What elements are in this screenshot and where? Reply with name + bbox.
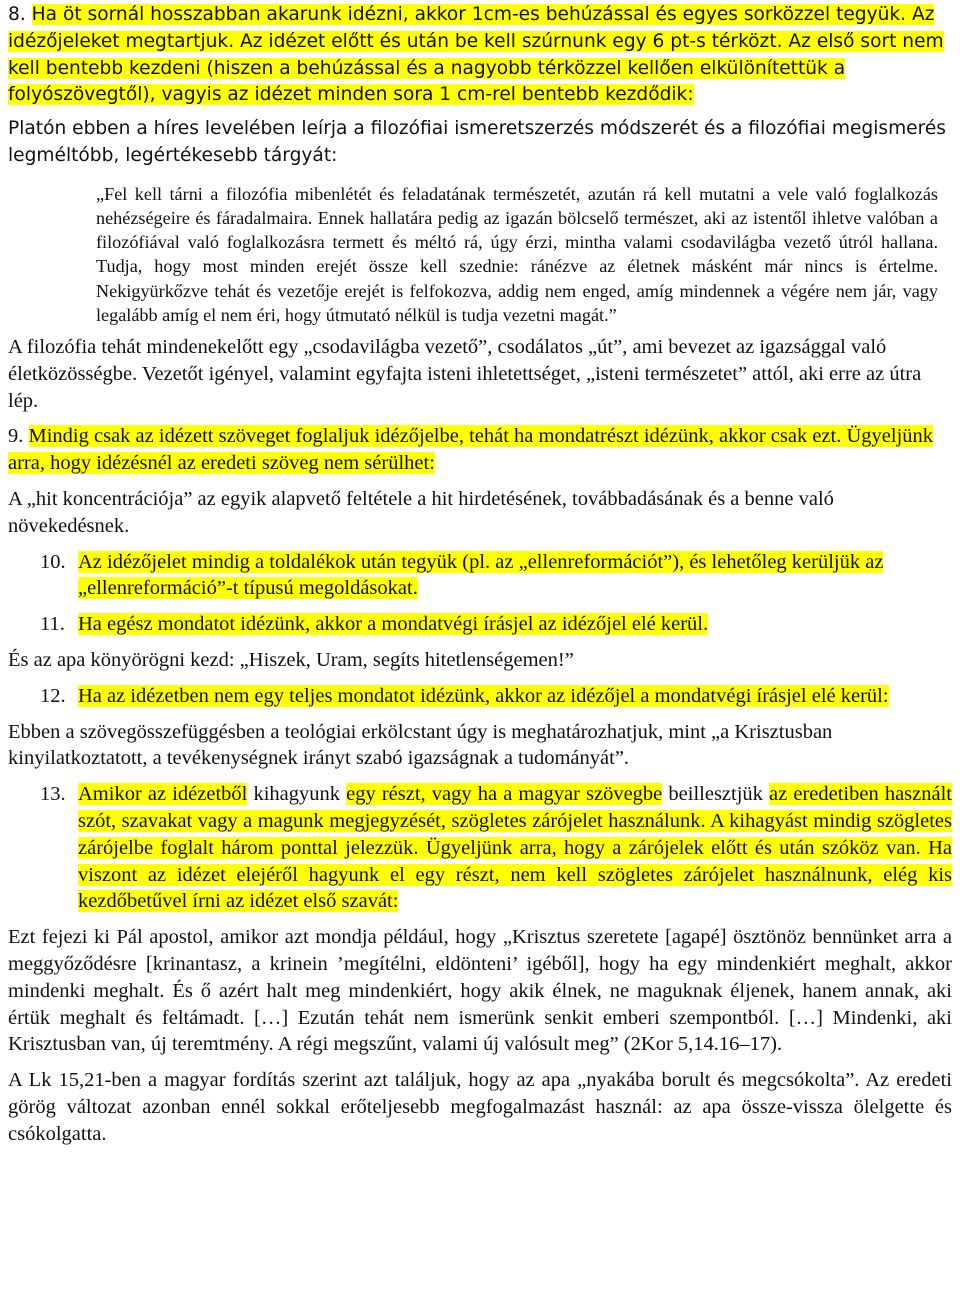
rule-8-number: 8. bbox=[8, 4, 26, 25]
rule-13-text-b: kihagyunk bbox=[247, 783, 347, 806]
example-8-intro: Platón ebben a híres levelében leírja a filozófiai ismeretszerzés módszerét és a filozófiai megismerés legméltóbb, legértékesebb tárgyát: bbox=[8, 118, 946, 166]
rule-9 bbox=[8, 423, 952, 477]
example-13b: A Lk 15,21-ben a magyar fordítás szerint azt találjuk, hogy az apa „nyakába borult és megcsókolta”. Az eredeti görög változat azonban ennél sokkal erőteljesebb megfogalmazást használ: az apa össze-vissza ölelgette és csókolgatta. bbox=[8, 1069, 952, 1145]
rule-13-text-e: az eredetiben használt szót, szavakat vagy a magunk megjegyzését, szögletes zárójelet használunk. A kihagyást mindig szögletes zárójelbe foglalt három ponttal jelezzük. Ügyeljünk arra, hogy a zárójelek előtt és után szóköz van. Ha viszont az idézet elejéről hagyunk el egy részt, nem kell szögletes zárójelet használnunk, elég kis kezdőbetűvel írni az idézet első szavát: bbox=[78, 783, 952, 913]
example-8-after: A filozófia tehát mindenekelőtt egy „csodavilágba vezető”, csodálatos „út”, ami bevezet az igazsággal való életközösségbe. Vezetőt igényel, valamint egyfajta isteni ihletettséget, „isteni természetet” attól, aki erre az útra lép. bbox=[8, 336, 922, 412]
rule-10-number: 10. bbox=[40, 550, 66, 573]
example-8-block-quote: „Fel kell tárni a filozófia mibenlétét és feladatának természetét, azután rá kell mutatni a vele való foglalkozás nehézségeire és fáradalmaira. Ennek hallatára pedig az igazán bölcselő természet, aki az istentől ihletve valóban a filozófiával való foglalkozásra termett és méltó rá, úgy érzi, mintha valami csodavilágba vezető útról hallana. Tudja, hogy most minden erejét össze kell szednie: ránézve az életnek másként már nincs is értelme. Nekigyürkőzve tehát és vezetője erejét is felfokozva, addig nem enged, amíg mindennek a végére nem jár, vagy legalább amíg el nem éri, hogy útmutató nélkül is tudja vezetni magát.” bbox=[96, 183, 938, 325]
rule-13 bbox=[40, 781, 952, 915]
example-11: És az apa könyörögni kezd: „Hiszek, Uram, segíts hitetlenségemen!” bbox=[8, 648, 574, 671]
rule-11 bbox=[40, 611, 952, 638]
rule-10 bbox=[40, 549, 952, 603]
rule-8 bbox=[8, 2, 952, 109]
example-9: A „hit koncentrációja” az egyik alapvető feltétele a hit hirdetésének, továbbadásának és a benne való növekedésnek. bbox=[8, 487, 834, 537]
example-12: Ebben a szövegösszefüggésben a teológiai erkölcstant úgy is meghatározhatjuk, mint „a Krisztusban kinyilatkoztatott, a tevékenységnek irányt szabó igazságnak a tudományát”. bbox=[8, 720, 833, 770]
example-13: Ezt fejezi ki Pál apostol, amikor azt mondja például, hogy „Krisztus szeretete [agapé] ösztönöz bennünket arra a meggyőződésre [krinantasz, a krinein ’megítélni, eldönteni’ igéből], hogy ha egy mindenkiért meghalt, akkor mindenki meghalt. És ő azért halt meg mindenkiért, hogy akik élnek, ne maguknak éljenek, hanem annak, aki értük meghalt és feltámadt. […] Ezután tehát nem ismerünk senkit emberi szempontból. […] Mindenki, aki Krisztusban van, új teremtmény. A régi megszűnt, valami új valósult meg” (2Kor 5,14.16–17). bbox=[8, 926, 952, 1056]
rule-13-text-a: Amikor az idézetből bbox=[78, 783, 248, 806]
rule-11-number: 11. bbox=[40, 613, 65, 636]
rule-13-text-c: egy részt, vagy ha a magyar szövegbe bbox=[346, 783, 663, 806]
rule-13-number: 13. bbox=[40, 783, 66, 806]
rule-10-text: Az idézőjelet mindig a toldalékok után tegyük (pl. az „ellenreformációt”), és lehetőleg kerüljük az „ellenreformáció”-t típusú megoldásokat. bbox=[78, 550, 884, 600]
rule-9-text: Mindig csak az idézett szöveget foglaljuk idézőjelbe, tehát ha mondatrészt idézünk, akkor csak ezt. Ügyeljünk arra, hogy idézésnél az eredeti szöveg nem sérülhet: bbox=[8, 425, 934, 475]
rule-8-text: Ha öt sornál hosszabban akarunk idézni, akkor 1cm-es behúzással és egyes sorközzel tegyük. Az idézőjeleket megtartjuk. Az idézet előtt és után be kell szúrnunk egy 6 pt-s térközt. Az első sort nem kell bentebb kezdeni (hiszen a behúzással és a nagyobb térközzel kellően elkülönítettük a folyószövegtől), vagyis az idézet minden sora 1 cm-rel bentebb kezdődik: bbox=[8, 4, 944, 106]
rule-12 bbox=[40, 683, 952, 710]
rule-12-number: 12. bbox=[40, 684, 66, 707]
rule-12-text: Ha az idézetben nem egy teljes mondatot idézünk, akkor az idézőjel a mondatvégi írásjel elé kerül: bbox=[78, 684, 889, 707]
rule-9-number: 9. bbox=[8, 425, 24, 448]
rule-13-text-d: beillesztjük bbox=[662, 783, 770, 806]
rule-11-text: Ha egész mondatot idézünk, akkor a mondatvégi írásjel az idézőjel elé kerül. bbox=[78, 613, 709, 636]
